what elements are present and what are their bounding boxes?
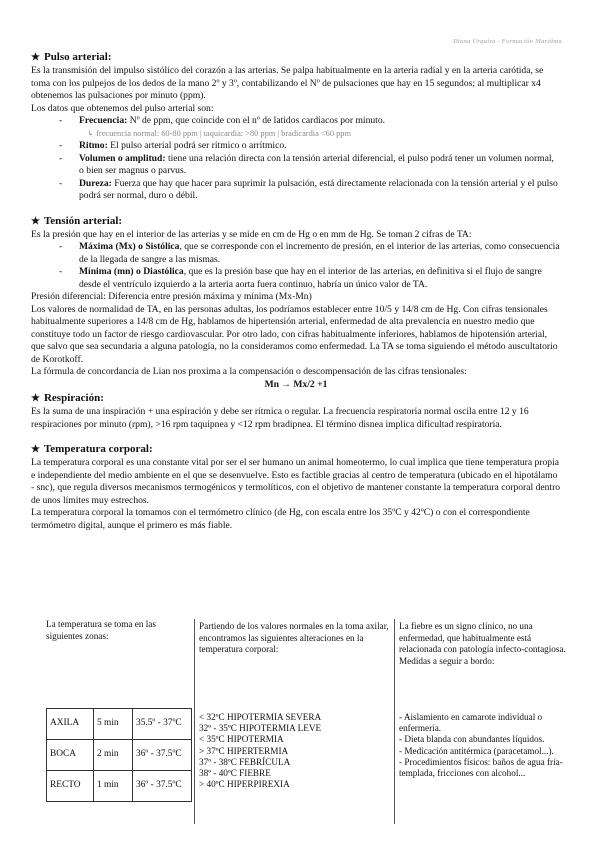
alterations-list (199, 712, 321, 790)
formula-intro: La fórmula de concordancia de Lian nos proxima a la compensación o descompensación de las cifras tensionales: (31, 366, 467, 377)
lian-formula: Mn → Mx/2 +1 (264, 378, 328, 390)
list-item: - Máxima (Mx) o Sistólica, que se corresponde con el incremento de presión, en el interior de las arterias, como consecuencia de la llegada de sangre a las mismas. (59, 241, 560, 265)
measures-list: - Aislamiento en camarote individual o enfermería. - Dieta blanda con abundantes líquidos. - Medicación antitérmica (paracetamol...). - Procedimientos físicos: baños de agua fría-templada, fricciones con alcohol... (399, 712, 563, 779)
alterations-heading: Partiendo de los valores normales en la toma axilar, encontramos las siguientes alteraciones en la temperatura corporal: (199, 621, 389, 654)
content (31, 50, 561, 532)
list-item: - Ritmo: El pulso arterial podrá ser rítmico o arrítmico. (59, 140, 287, 151)
time-cell: 5 min (94, 709, 133, 740)
tension-normal-values: Los valores de normalidad de TA, en las personas adultas, los podríamos establecer entre 10/5 y 14/8 cm de Hg. Con cifras tensionales habitualmente superiores a 14/8 cm de Hg, hablamos de hipertensión arterial, enfermedad de alta prevalencia en nuestro medio que constituye todo un factor de riesgo cardiovascular. Por otro lado, con cifras habitualmente inferiores, hablamos de hipotensión arterial, que salvo que sea secundaria a alguna patología, no la consideramos como enfermedad. La TA se toma siguiendo el método auscultatorio de Korotkoff. (31, 303, 558, 365)
list-item: 38º - 40ºC FIEBRE (199, 768, 271, 779)
list-item: - Volumen o amplitud: tiene una relación directa con la tensión arterial diferencial, el pulso podrá tener un volumen normal, o bien ser magnus o parvus. (59, 152, 554, 176)
measures-column (394, 619, 570, 824)
list-item: - Dureza: Fuerza que hay que hacer para suprimir la pulsación, está directamente relacionada con la tensión arterial y el pulso podrá ser normal, duro o débil. (59, 177, 558, 201)
table-row (47, 740, 192, 771)
list-item: < 32ºC HIPOTERMIA SEVERA (199, 712, 322, 722)
time-cell: 1 min (94, 771, 133, 802)
zone-cell: RECTO (47, 771, 94, 802)
tension-intro: Es la presión que hay en el interior de las arterias y se mide en cm de Hg o en mm de Hg. Se toman 2 cifras de TA: (31, 228, 472, 240)
zone-cell: BOCA (47, 740, 94, 771)
star-icon: ★ (31, 52, 40, 63)
table-row (47, 771, 192, 802)
header-note: Diana Urquiza - Formación Marítima (452, 38, 562, 45)
list-item: > 37ºC HIPERTERMIA (199, 745, 289, 756)
measures-heading: La fiebre es un signo clínico, no una enfermedad, que habitualmente está relacionada con patología infecto-contagiosa. Medidas a seguir a bordo: (399, 621, 566, 666)
list-item: 32º - 35ºC HIPOTERMIA LEVE (199, 723, 322, 734)
list-item: - Mínima (mn) o Diastólica, que es la presión base que hay en el interior de las arterias, en definitiva si el flujo de sangre desde el ventrículo izquierdo a la arteria aorta fuera continuo, habría un único valor de TA. (59, 266, 542, 290)
alterations-column (194, 619, 393, 824)
range-cell: 35.5º - 37ºC (133, 709, 192, 740)
section-title-respiration: ★ Respiración: (31, 392, 104, 404)
section-title-pulse: ★ Pulso arterial: (31, 51, 112, 63)
list-item: < 35ºC HIPOTERMIA (199, 734, 284, 745)
pulse-intro: Es la transmisión del impulso sistólico del corazón a las arterias. Se palpa habitualmente en la arteria radial y en la arteria carótida, se toma con los pulpejos de los dedos de la mano 2º y 3º, contabilizando el Nº de pulsaciones que hay en 15 segundos; al multiplicar x4 obtenemos las pulsaciones por minuto (ppm). (31, 65, 544, 101)
temperature-text-2: La temperatura corporal la tomamos con el termómetro clínico (de Hg, con escala entre los 35ºC y 42ºC) o con el correspondiente termómetro digital, aunque el primero es más fiable. (31, 507, 530, 531)
frequency-note: ↳ frecuencia normal: 60-80 ppm | taquicardia: >80 ppm | bradicardia <60 ppm (87, 128, 352, 138)
section-title-temperature: ★ Temperatura corporal: (31, 443, 153, 455)
star-icon: ★ (31, 444, 40, 455)
table-row (47, 709, 192, 740)
time-cell: 2 min (94, 740, 133, 771)
respiration-text: Es la suma de una inspiración + una espiración y debe ser rítmica o regular. La frecuencia respiratoria normal oscila entre 12 y 16 respiraciones por minuto (rpm), >16 rpm taquipnea y <12 rpm bradipnea. El término disnea implica dificultad respiratoria. (31, 406, 529, 430)
zones-heading: La temperatura se toma en las siguientes zonas: (46, 619, 156, 641)
range-cell: 36º - 37.5ºC (133, 740, 192, 771)
temperature-text-1: La temperatura corporal es una constante vital por ser el ser humano un animal homeotermo, lo cual implica que tiene temperatura propia e independiente del medio ambiente en el que se desenvuelve. Esto es factible gracias al centro de temperatura (ubicado en el hipotálamo - snc), que regula diversos mecanismos termogénicos y termolíticos, con el objetivo de mantener constante la temperatura corporal dentro de unos límites muy estrechos. (31, 457, 561, 506)
range-cell: 36º - 37.5ºC (133, 771, 192, 802)
list-item: - Frecuencia: Nº de ppm, que coincide con el nº de latidos cardiacos por minuto. (59, 115, 386, 126)
list-item: > 40ºC HIPERPIREXIA (199, 779, 290, 790)
star-icon: ★ (31, 393, 40, 404)
star-icon: ★ (31, 215, 40, 227)
zones-table (46, 708, 192, 802)
list-item: 37º - 38ºC FEBRÍCULA (199, 756, 291, 767)
section-title-tension: ★ Tensión arterial: (31, 214, 123, 227)
zone-cell: AXILA (47, 709, 94, 740)
tension-differential: Presión diferencial: Diferencia entre presión máxima y mínima (Mx-Mn) (31, 291, 312, 302)
pulse-lead: Los datos que obtenemos del pulso arterial son: (31, 102, 214, 114)
